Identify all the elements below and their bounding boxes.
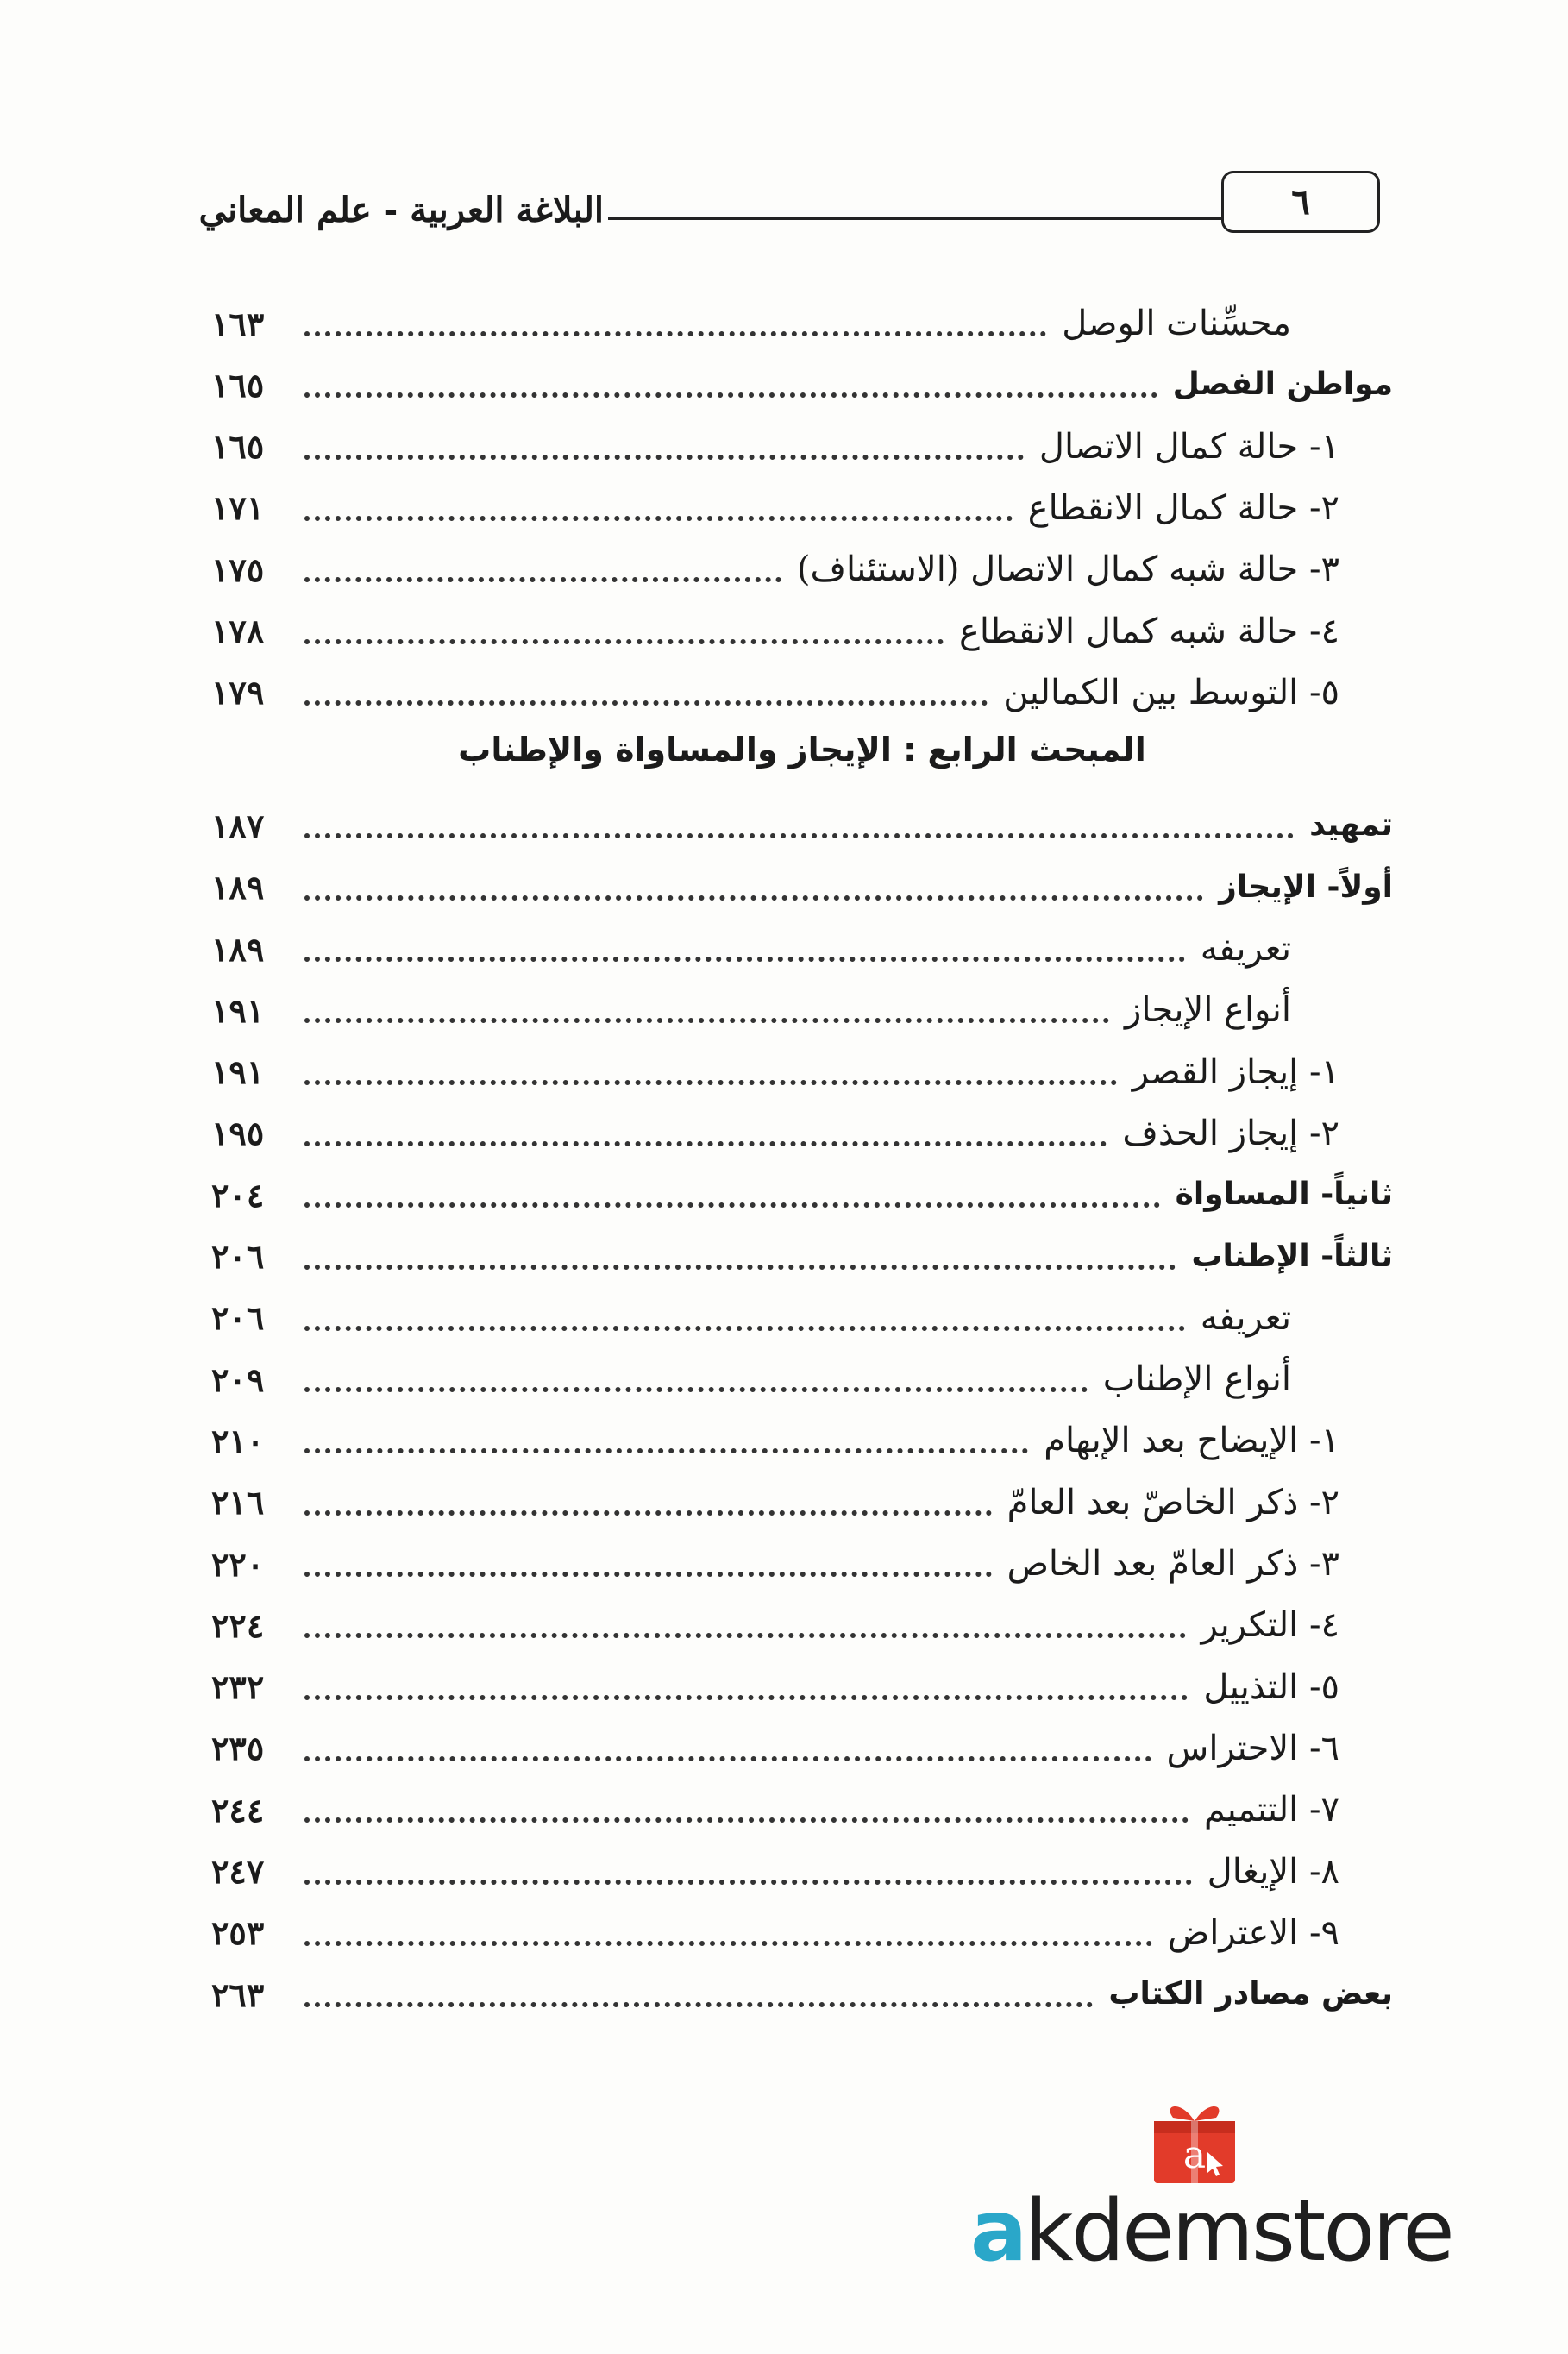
toc-entry-label: أولاً- الإيجاز — [1219, 869, 1393, 905]
dot-leader — [304, 1817, 1189, 1823]
toc-row — [211, 1288, 1393, 1348]
toc-entry-page: ١٩٥ — [211, 1114, 265, 1153]
toc-row — [211, 355, 1393, 415]
toc-row — [211, 1349, 1393, 1409]
toc-entry-label: ٥- التوسط بين الكمالين — [1003, 672, 1339, 712]
toc-row — [211, 1103, 1393, 1164]
dot-leader — [304, 1695, 1188, 1700]
toc-entry-label: بعض مصادر الكتاب — [1108, 1976, 1393, 2012]
dot-leader — [304, 1265, 1176, 1270]
toc-entry-page: ٢٠٤ — [211, 1175, 265, 1215]
toc-row — [211, 1657, 1393, 1717]
dot-leader — [304, 1448, 1028, 1453]
dot-leader — [304, 1941, 1152, 1946]
dot-leader — [304, 1880, 1192, 1885]
toc-entry-label: تعريفه — [1200, 929, 1291, 969]
toc-entry-page: ٢٦٣ — [211, 1974, 265, 2014]
dot-leader — [304, 895, 1203, 901]
toc-entry-page: ١٨٩ — [211, 868, 265, 907]
dot-leader — [304, 700, 988, 706]
dot-leader — [304, 639, 944, 644]
toc-entry-page: ١٧٥ — [211, 549, 265, 589]
section-heading: المبحث الرابع : الإيجاز والمساواة والإطناب — [458, 731, 1146, 769]
toc-row — [211, 1227, 1393, 1287]
toc-entry-page: ٢٤٤ — [211, 1790, 265, 1830]
toc-row — [211, 1595, 1393, 1655]
toc-entry-page: ١٩١ — [211, 990, 265, 1030]
toc-entry-page: ٢٣٢ — [211, 1667, 265, 1707]
toc-entry-label: ٥- التذييل — [1203, 1667, 1339, 1707]
dot-leader — [304, 516, 1013, 521]
toc-entry-page: ٢٣٥ — [211, 1729, 265, 1768]
toc-entry-page: ١٦٥ — [211, 365, 265, 405]
toc-entry-label: تعريفه — [1200, 1297, 1291, 1338]
toc-row — [211, 1964, 1393, 2024]
gift-book-logo-icon — [1147, 2092, 1242, 2187]
toc-row — [211, 795, 1393, 856]
toc-row — [211, 1842, 1393, 1902]
toc-row — [211, 980, 1393, 1040]
dot-leader — [304, 1080, 1117, 1085]
dot-leader — [304, 1018, 1109, 1023]
toc-entry-label: ٣- ذكر العامّ بعد الخاص — [1007, 1544, 1339, 1584]
dot-leader — [304, 577, 781, 582]
toc-row — [211, 417, 1393, 477]
toc-row — [211, 857, 1393, 918]
toc-row — [211, 662, 1393, 723]
toc-row — [211, 1534, 1393, 1594]
toc-entry-page: ٢٠٩ — [211, 1359, 265, 1399]
toc-row — [211, 1410, 1393, 1471]
dot-leader — [304, 1387, 1088, 1392]
toc-entry-label: ٢- إيجاز الحذف — [1122, 1113, 1339, 1153]
header-rule — [608, 217, 1223, 220]
toc-entry-page: ١٧١ — [211, 488, 265, 528]
dot-leader — [304, 1202, 1160, 1208]
toc-entry-page: ١٨٩ — [211, 929, 265, 969]
toc-entry-page: ١٨٧ — [211, 806, 265, 845]
toc-entry-page: ١٧٨ — [211, 612, 265, 650]
toc-entry-page: ١٦٥ — [211, 427, 265, 467]
toc-entry-label: ٩- الاعتراض — [1167, 1912, 1339, 1953]
running-title: البلاغة العربية - علم المعاني — [198, 190, 604, 230]
toc-entry-page: ١٧٩ — [211, 673, 265, 712]
toc-entry-label: ٨- الإيغال — [1207, 1851, 1339, 1892]
toc-entry-label: محسِّنات الوصل — [1062, 304, 1291, 343]
toc-entry-page: ٢٢٤ — [211, 1605, 265, 1645]
dot-leader — [304, 1633, 1186, 1638]
toc-entry-label: تمهيد — [1309, 807, 1393, 844]
toc-entry-page: ٢١٠ — [211, 1421, 265, 1460]
toc-entry-label: ٦- الاحتراس — [1166, 1728, 1339, 1768]
toc-entry-page: ١٩١ — [211, 1052, 265, 1092]
toc-entry-label: ١- حالة كمال الاتصال — [1038, 426, 1339, 467]
dot-leader — [304, 957, 1185, 962]
watermark-text: akdemstore — [970, 2182, 1452, 2281]
toc-row — [211, 1780, 1393, 1840]
toc-entry-page: ٢٠٦ — [211, 1298, 265, 1338]
toc-entry-label: ١- إيجاز القصر — [1132, 1051, 1339, 1092]
toc-entry-page: ٢٠٦ — [211, 1237, 265, 1276]
dot-leader — [304, 331, 1046, 336]
toc-entry-label: ثانياً- المساواة — [1175, 1177, 1393, 1213]
badge-letter: a — [1182, 2133, 1207, 2177]
dot-leader — [304, 833, 1294, 838]
dot-leader — [304, 455, 1024, 460]
toc-row — [211, 539, 1393, 599]
dot-leader — [304, 392, 1157, 398]
dot-leader — [304, 1756, 1151, 1761]
toc-entry-page: ١٦٣ — [211, 304, 265, 343]
page-number: ٦ — [1221, 171, 1380, 233]
toc-row — [211, 1042, 1393, 1102]
toc-entry-label: ٤- حالة شبه كمال الانقطاع — [958, 611, 1339, 651]
toc-row — [211, 919, 1393, 979]
toc-row — [211, 293, 1393, 354]
toc-entry-label: ٢- ذكر الخاصّ بعد العامّ — [1007, 1482, 1339, 1522]
toc-entry-label: أنواع الإطناب — [1102, 1359, 1291, 1400]
table-of-contents — [211, 293, 1393, 2062]
toc-entry-label: ٤- التكرير — [1201, 1605, 1339, 1646]
toc-entry-label: أنواع الإيجاز — [1125, 990, 1291, 1031]
page-header — [198, 171, 1380, 240]
toc-entry-label: ٧- التتميم — [1204, 1790, 1339, 1830]
toc-entry-label: ٢- حالة كمال الانقطاع — [1027, 487, 1339, 528]
toc-row — [211, 1472, 1393, 1533]
toc-entry-label: مواطن الفصل — [1172, 367, 1393, 403]
toc-row — [211, 1718, 1393, 1779]
toc-row — [211, 601, 1393, 662]
toc-entry-label: ثالثاً- الإطناب — [1191, 1238, 1393, 1274]
toc-row — [211, 1903, 1393, 1963]
toc-entry-label: ٣- حالة شبه كمال الاتصال (الاستئناف) — [796, 549, 1339, 590]
toc-entry-page: ٢٤٧ — [211, 1852, 265, 1891]
akdemstore-watermark — [970, 2092, 1453, 2282]
dot-leader — [304, 1510, 992, 1516]
dot-leader — [304, 1572, 992, 1577]
dot-leader — [304, 1326, 1185, 1331]
toc-entry-label: ١- الإيضاح بعد الإبهام — [1044, 1421, 1339, 1461]
toc-entry-page: ٢٥٣ — [211, 1913, 265, 1953]
toc-entry-page: ٢٢٠ — [211, 1544, 265, 1584]
toc-entry-page: ٢١٦ — [211, 1483, 265, 1522]
dot-leader — [304, 1141, 1107, 1146]
dot-leader — [304, 2002, 1093, 2007]
toc-row — [211, 478, 1393, 538]
toc-row — [211, 1164, 1393, 1225]
